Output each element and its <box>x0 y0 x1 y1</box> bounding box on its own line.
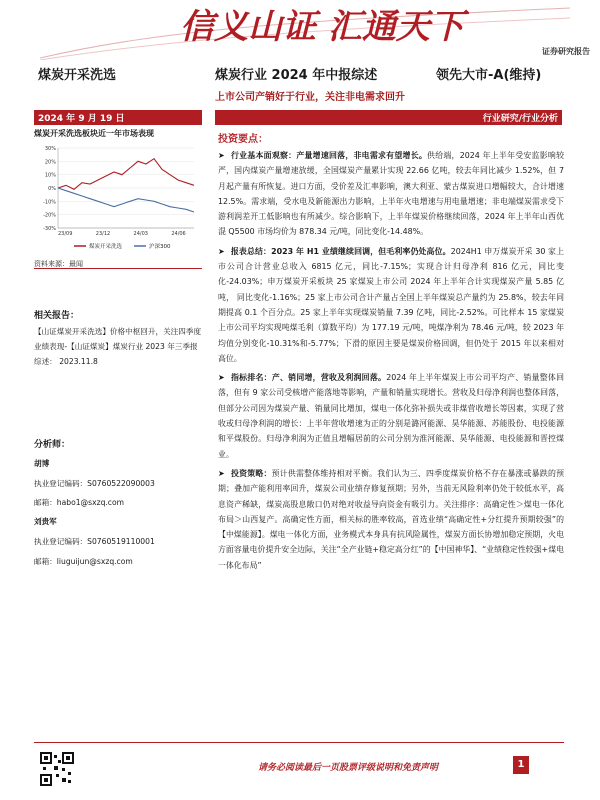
category-bar: 行业研究/行业分析 <box>215 110 562 125</box>
rating: 领先大市-A(维持) <box>436 68 542 83</box>
x-tick-label: 24/06 <box>171 231 186 237</box>
y-tick-label: 10% <box>44 172 56 179</box>
analysts-title: 分析师： <box>34 440 71 450</box>
report-type-label: 证券研究报告 <box>542 47 590 56</box>
divider <box>34 268 202 269</box>
investment-highlights-heading: 投资要点： <box>218 134 268 145</box>
arrow-icon: ➤ <box>218 373 225 383</box>
legend-label: 沪深300 <box>149 244 171 250</box>
x-tick-label: 23/12 <box>95 231 111 237</box>
analyst-reg: 执业登记编码：S0760519110001 <box>34 537 155 546</box>
paragraph <box>218 148 564 240</box>
paragraph <box>218 466 564 573</box>
related-report-link[interactable]: 【山证煤炭开采洗选】价格中枢回升，关注四季度业绩表现-【山证煤炭】煤炭行业 2023 年三季报综述： 2023.11.8 <box>34 327 202 366</box>
page-number: 1 <box>513 756 529 774</box>
analyst-email[interactable]: 邮箱：liuguijun@sxzq.com <box>34 557 133 566</box>
analyst-name: 胡博 <box>34 459 50 468</box>
x-tick-label: 24/03 <box>133 231 148 237</box>
slogan-text: 信义山证 汇通天下 <box>180 7 464 47</box>
paragraph-text: 预计供需整体维持相对平衡。我们认为三、四季度煤炭价格不存在暴涨或暴跌的预期；叠加产能利用率回升，煤炭公司业绩存修复预期；另外，当前无风险利率仍处于较低水平，高息资产稀缺，煤炭高股息敞口仍对绝对收益导向资金有吸引力。关注排序：高确定性＞煤电一体化布局＞山西复产。高确定性方面，相关标的胜率较高，首选业绩“高确定性+分红提升预期较强”的【中煤能源】。煤电一体化方面，业务模式本身具有抗风险属性，煤炭方面长协增加稳定预期，火电方面容量电价提升安全边际，关注“全产业链+稳定高分红”的【中国神华】、“业绩稳定性较强+煤电一体化布局” <box>218 468 564 570</box>
report-title: 煤炭行业 2024 年中报综述 <box>215 68 378 83</box>
analyst-name: 刘贵军 <box>34 517 57 526</box>
disclaimer: 请务必阅读最后一页股票评级说明和免责声明 <box>258 763 439 773</box>
paragraph-lead: 投资策略： <box>230 468 272 478</box>
paragraph-text: 供给端，2024 年上半年受安监影响较严，国内煤炭产量增速放缓，全国煤炭产量累计实现 22.66 亿吨，较去年同比减少 1.52%，但 7 月起产量有所恢复。进口方面，受价差及汇率影响，澳大利亚、蒙古煤炭进口增幅较大，合计增速 12.5%。需求端，受水电及新能源出力影响，上半年火电增速与用电量增速；非电端煤炭需求受下游利润差开工低影响也有所减少。综合影响下，上半年煤炭价格继续回落，2024 年上半年山西优混 Q5500 市场均价为 878.34 元/吨，同比变化-14.48%。 <box>218 151 564 237</box>
slogan-banner <box>40 0 570 60</box>
report-subtitle: 上市公司产销好于行业，关注非电需求回升 <box>215 92 405 103</box>
paragraph-text: 2024H1 申万煤炭开采 30 家上市公司合计营业总收入 6815 亿元，同比-7.15%；实现合计归母净利 816 亿元，同比变化-24.03%；申万煤炭开采板块 25 家煤炭上市公司 2024 年上半年合计实现煤炭产量 5.85 亿吨， 同比变化-1.16%；25 家上市公司合计产量占全国上半年煤炭总产量约为 25.8%，较去年同期提高 0.1 个百分点。25 家上半年实现煤炭销量 7.39 亿吨，同比-2.52%。可比样本 15 家煤炭上市公司平均实现吨煤毛利（算数平均）为 177.19 元/吨，吨煤净利为 78.46 元/吨，较 2023 年均值分别变化-10.31%和-5.77%；下滑的原因主要是煤炭价格回调，但仍处于 2015 年以来相对高位。 <box>218 246 564 363</box>
analyst-email[interactable]: 邮箱：habo1@sxzq.com <box>34 498 125 507</box>
series-line <box>58 159 194 190</box>
y-tick-label: -20% <box>43 212 56 219</box>
sector-name: 煤炭开采洗选 <box>38 68 117 83</box>
arrow-icon: ➤ <box>218 151 225 160</box>
footer-divider <box>34 742 564 743</box>
arrow-icon: ➤ <box>218 468 225 478</box>
paragraph-lead: 报表总结：2023 年 H1 业绩继续回调，但毛利率仍处高位。 <box>230 246 451 256</box>
paragraph-text: 2024 年上半年煤炭上市公司平均产、销量整体回落，但有 9 家公司受核增产能落地等影响，产量和销量实现增长。营收及归母净利润也整体回落，但部分公司因为煤炭产量、销量同比增加，煤电一体化弥补损失或非煤营收增长等因素，实现了营收或归母净利润的增长：上半年营收增速为正的分别是潞河能源、昊华能源、苏能股份、电投能源和平煤股份。归母净利润为正值且增幅居前的公司分别为淮河能源、昊华能源、电投能源和晋控煤业。 <box>218 373 564 459</box>
y-tick-label: 20% <box>44 159 56 166</box>
y-tick-label: 30% <box>44 146 56 152</box>
y-tick-label: -30% <box>43 226 56 232</box>
x-tick-label: 23/09 <box>58 231 73 237</box>
y-tick-label: 0% <box>48 186 56 192</box>
paragraph-lead: 行业基本面观察：产量增速回落，非电需求有望增长。 <box>230 151 428 160</box>
related-reports-title: 相关报告： <box>34 311 80 321</box>
chart-title: 煤炭开采洗选板块近一年市场表现 <box>34 129 154 138</box>
paragraph <box>218 370 564 462</box>
header-banner <box>0 0 600 62</box>
chart-source: 资料来源：最闻 <box>34 260 83 268</box>
paragraph-lead: 指标排名：产、销同增，营收及利润回落。 <box>230 373 387 383</box>
legend-label: 煤炭开采洗选 <box>89 244 123 250</box>
y-tick-label: -10% <box>43 199 56 206</box>
arrow-icon: ➤ <box>218 246 225 256</box>
paragraph <box>218 244 564 366</box>
series-line <box>58 188 194 212</box>
main-content <box>218 130 564 573</box>
analyst-reg: 执业登记编码：S0760522090003 <box>34 479 155 488</box>
title-row <box>0 62 600 82</box>
date-bar: 2024 年 9 月 19 日 <box>34 110 202 125</box>
qr-code-icon <box>40 752 74 786</box>
market-performance-chart <box>34 140 202 255</box>
